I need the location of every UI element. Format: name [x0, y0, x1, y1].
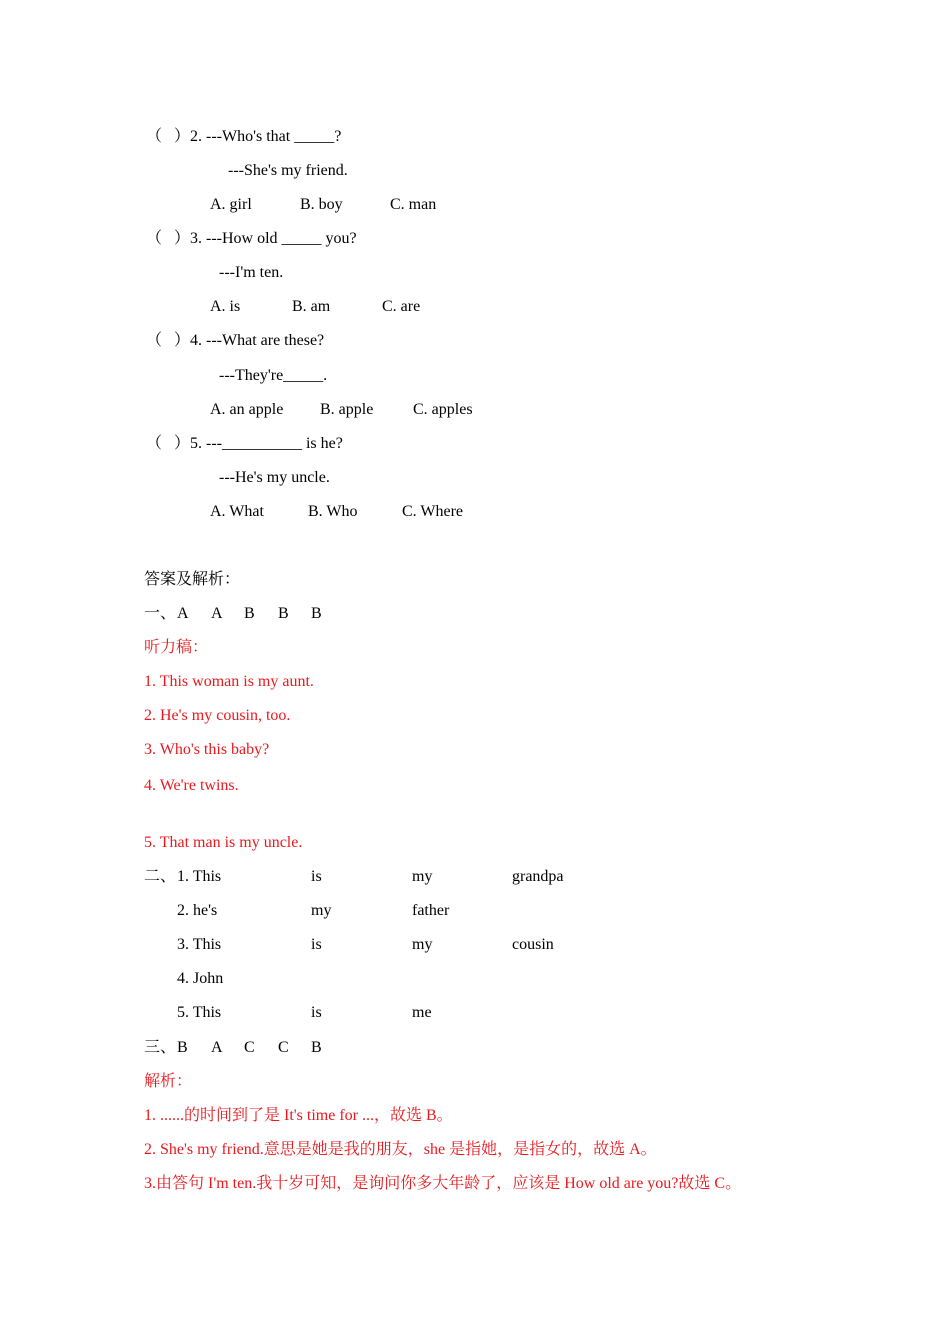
- part3-answer-4: C: [278, 1039, 289, 1056]
- part3-answer-2: A: [211, 1039, 223, 1056]
- question-3-option-c: C. are: [382, 298, 421, 315]
- part2-row-3-word-1: 3. This: [177, 936, 222, 953]
- question-4-reply: ---They're_____.: [219, 367, 328, 384]
- part2-row-2-word-1: 2. he's: [177, 902, 218, 919]
- question-4-stem: （ ）4. ---What are these?: [146, 332, 325, 349]
- part2-row-5-word-3: me: [412, 1004, 432, 1021]
- part2-row-4-word-1: 4. John: [177, 970, 224, 987]
- question-3-reply: ---I'm ten.: [219, 264, 284, 281]
- part2-row-1-word-3: my: [412, 868, 433, 885]
- part2-row-5-word-2: is: [311, 1004, 322, 1021]
- part2-row-5-word-1: 5. This: [177, 1004, 222, 1021]
- listening-line-4: 4. We're twins.: [144, 777, 239, 794]
- part1-answer-1: A: [177, 605, 189, 622]
- part2-row-1-word-1: 1. This: [177, 868, 222, 885]
- question-2-option-c: C. man: [390, 196, 437, 213]
- question-3-stem: （ ）3. ---How old _____ you?: [146, 230, 357, 247]
- question-5-option-c: C. Where: [402, 503, 464, 520]
- part2-row-3-word-3: my: [412, 936, 433, 953]
- part3-answer-5: B: [311, 1039, 322, 1056]
- question-2-stem: （ ）2. ---Who's that _____?: [146, 128, 342, 145]
- analysis-line-2: 2. She's my friend.意思是她是我的朋友，she 是指她，是指女的，故选 A。: [144, 1141, 657, 1158]
- question-4-option-b: B. apple: [320, 401, 374, 418]
- answers-heading: 答案及解析：: [144, 571, 241, 588]
- question-5-option-a: A. What: [210, 503, 264, 520]
- part2-row-1-word-4: grandpa: [512, 868, 564, 885]
- part3-label: 三、: [144, 1039, 177, 1056]
- question-5-stem: （ ）5. ---__________ is he?: [146, 435, 343, 452]
- question-4-option-c: C. apples: [413, 401, 473, 418]
- part1-answer-3: B: [244, 605, 255, 622]
- part2-label: 二、: [144, 868, 177, 885]
- listening-line-1: 1. This woman is my aunt.: [144, 673, 314, 690]
- part1-answer-4: B: [278, 605, 289, 622]
- listening-line-2: 2. He's my cousin, too.: [144, 707, 291, 724]
- part2-row-2-word-3: father: [412, 902, 450, 919]
- listening-heading: 听力稿：: [144, 639, 209, 656]
- analysis-heading: 解析：: [144, 1073, 193, 1090]
- listening-line-3: 3. Who's this baby?: [144, 741, 270, 758]
- part1-answer-5: B: [311, 605, 322, 622]
- part2-row-1-word-2: is: [311, 868, 322, 885]
- part2-row-3-word-4: cousin: [512, 936, 554, 953]
- listening-line-5: 5. That man is my uncle.: [144, 834, 303, 851]
- analysis-line-3: 3.由答句 I'm ten.我十岁可知，是询问你多大年龄了，应该是 How old are you?故选 C。: [144, 1175, 742, 1192]
- question-3-option-b: B. am: [292, 298, 331, 315]
- part1-answer-2: A: [211, 605, 223, 622]
- question-3-option-a: A. is: [210, 298, 241, 315]
- part2-row-2-word-2: my: [311, 902, 332, 919]
- question-5-reply: ---He's my uncle.: [219, 469, 330, 486]
- part1-label: 一、: [144, 605, 177, 622]
- question-2-reply: ---She's my friend.: [228, 162, 348, 179]
- part3-answer-3: C: [244, 1039, 255, 1056]
- analysis-line-1: 1. ......的时间到了是 It's time for ...，故选 B。: [144, 1107, 453, 1124]
- question-2-option-b: B. boy: [300, 196, 343, 213]
- part3-answer-1: B: [177, 1039, 188, 1056]
- question-2-option-a: A. girl: [210, 196, 252, 213]
- question-4-option-a: A. an apple: [210, 401, 284, 418]
- question-5-option-b: B. Who: [308, 503, 358, 520]
- part2-row-3-word-2: is: [311, 936, 322, 953]
